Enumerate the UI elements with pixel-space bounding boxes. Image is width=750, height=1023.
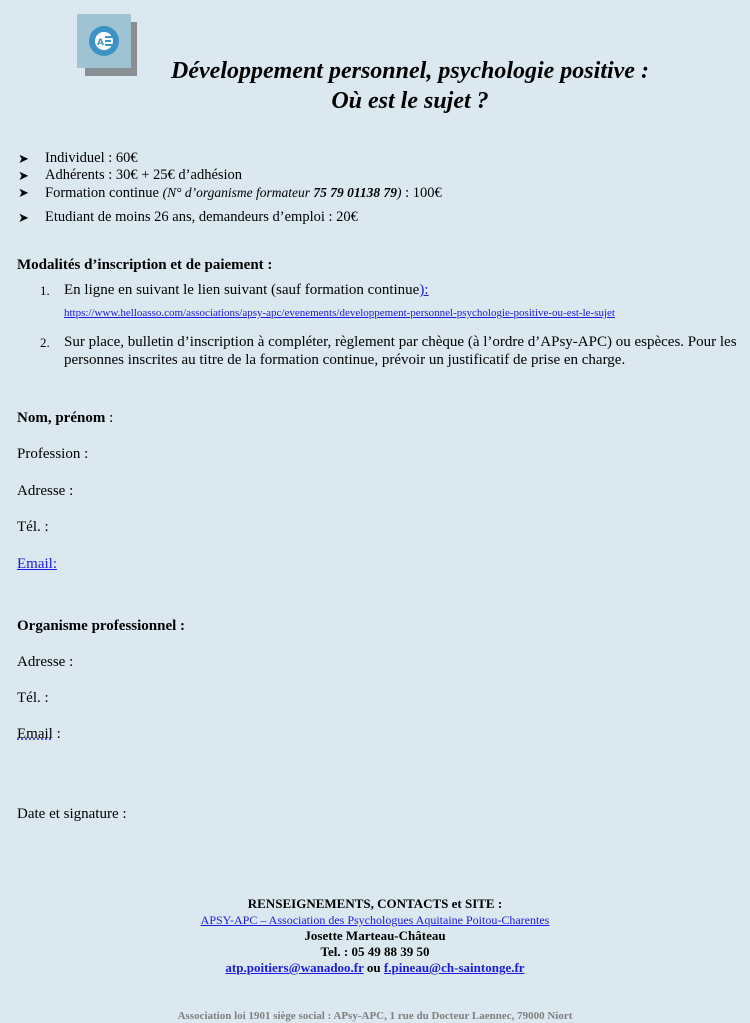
arrow-bullet-icon: ➤ xyxy=(18,151,29,166)
price-item: ➤ Formation continue (N° d’organisme formateur 75 79 01138 79) : 100€ xyxy=(18,185,442,201)
price-item: ➤ Individuel : 60€ xyxy=(18,150,138,166)
org-email-field[interactable]: Email : xyxy=(17,726,61,742)
arrow-bullet-icon: ➤ xyxy=(18,168,29,183)
association-logo-icon xyxy=(77,14,131,68)
date-signature-field[interactable]: Date et signature : xyxy=(17,806,127,822)
logo xyxy=(77,14,139,76)
title-line-2: Où est le sujet ? xyxy=(331,88,489,114)
price-item: ➤ Adhérents : 30€ + 25€ d’adhésion xyxy=(18,167,243,183)
organism-note: (N° d’organisme formateur 75 79 01138 79) xyxy=(162,185,402,200)
contact-name: Josette Marteau-Château xyxy=(304,928,446,943)
organism-number: 75 79 01138 79 xyxy=(313,185,398,200)
helloasso-link[interactable]: https://www.helloasso.com/associations/apsy-apc/evenements/developpement-personnel-psychologie-positive-ou-est-le-sujet xyxy=(64,307,615,319)
address-field[interactable]: Adresse : xyxy=(17,483,74,499)
price-list xyxy=(18,150,442,226)
email-link-1[interactable]: atp.poitiers@wanadoo.fr xyxy=(225,960,364,975)
step-item: 2. Sur place, bulletin d’inscription à compléter, règlement par chèque (à l’ordre d’APsy-APC) ou espèces. Pour les personnes inscrites au titre de la formation continue, prévoir un justificatif de prise en charge. xyxy=(40,334,737,368)
contact-emails: atp.poitiers@wanadoo.fr ou f.pineau@ch-saintonge.fr xyxy=(225,960,525,975)
registration-title: Modalités d’inscription et de paiement : xyxy=(17,257,273,273)
org-address-field[interactable]: Adresse : xyxy=(17,654,74,670)
step-item: 1. En ligne en suivant le lien suivant (sauf formation continue): https://www.helloasso.com/associations/apsy-apc/evenements/developpement-personnel-psychologie-positive-ou-est-le-sujet xyxy=(40,281,740,322)
title-line-1: Développement personnel, psychologie positive : xyxy=(171,58,649,84)
footer: Association loi 1901 siège social : APsy-APC, 1 rue du Docteur Laennec, 79000 Niort xyxy=(177,1010,573,1022)
org-phone-field[interactable]: Tél. : xyxy=(17,690,49,706)
registration-steps xyxy=(40,281,740,369)
phone-field[interactable]: Tél. : xyxy=(17,519,49,535)
price-item: ➤ Etudiant de moins 26 ans, demandeurs d’emploi : 20€ xyxy=(18,209,358,225)
name-field[interactable]: Nom, prénom : xyxy=(17,410,114,426)
info-title: RENSEIGNEMENTS, CONTACTS et SITE : xyxy=(247,896,503,911)
step-number: 1. xyxy=(40,283,50,298)
email-link-2[interactable]: f.pineau@ch-saintonge.fr xyxy=(383,960,525,975)
contact-phone: Tel. : 05 49 88 39 50 xyxy=(320,944,430,959)
arrow-bullet-icon: ➤ xyxy=(18,210,29,225)
profession-field[interactable]: Profession : xyxy=(17,446,89,462)
email-field[interactable]: Email: xyxy=(17,556,57,572)
page-title xyxy=(140,56,680,116)
info-block xyxy=(0,896,750,976)
association-link[interactable]: APSY-APC – Association des Psychologues Aquitaine Poitou-Charentes xyxy=(200,913,550,927)
svg-text:A: A xyxy=(97,38,104,48)
organization-title: Organisme professionnel : xyxy=(17,618,186,634)
step-number: 2. xyxy=(40,335,50,350)
arrow-bullet-icon: ➤ xyxy=(18,185,29,200)
